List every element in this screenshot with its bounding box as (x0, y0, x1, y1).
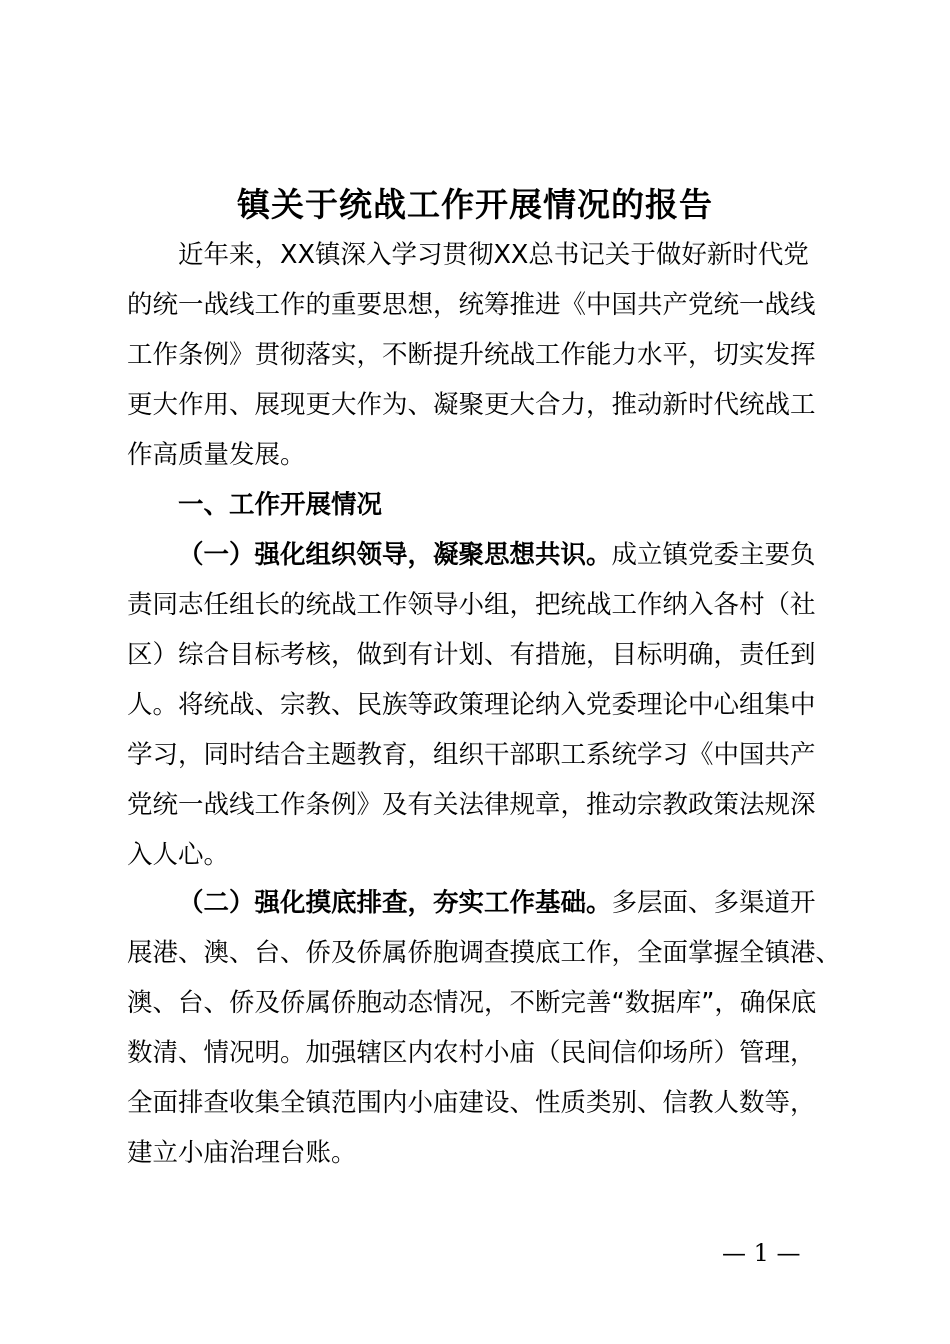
paragraph-first-line (178, 530, 816, 580)
section-heading: 一、工作开展情况 (178, 490, 383, 520)
subsection-heading: （二）强化摸底排查，夯实工作基础。 (178, 888, 612, 918)
paragraph-line: 的统一战线工作的重要思想，统筹推进《中国共产党统一战线 (127, 290, 816, 320)
paragraph-text: 成立镇党委主要负 (611, 540, 816, 570)
subsection-heading: （一）强化组织领导，凝聚思想共识。 (178, 540, 612, 570)
paragraph-line: 学习，同时结合主题教育，组织干部职工系统学习《中国共产 (127, 740, 816, 770)
paragraph-first-line (178, 878, 816, 928)
paragraph-line: 人。将统战、宗教、民族等政策理论纳入党委理论中心组集中 (127, 690, 816, 720)
paragraph-line: 工作条例》贯彻落实，不断提升统战工作能力水平，切实发挥 (127, 340, 816, 370)
document-title: 镇关于统战工作开展情况的报告 (237, 185, 713, 224)
paragraph-line: 党统一战线工作条例》及有关法律规章，推动宗教政策法规深 (127, 790, 816, 820)
paragraph-line: 近年来，XX镇深入学习贯彻XX总书记关于做好新时代党 (178, 240, 809, 270)
paragraph-line: 更大作用、展现更大作为、凝聚更大合力，推动新时代统战工 (127, 390, 816, 420)
paragraph-line: 澳、台、侨及侨属侨胞动态情况，不断完善“数据库”，确保底 (127, 988, 817, 1018)
paragraph-line: 责同志任组长的统战工作领导小组，把统战工作纳入各村（社 (127, 590, 816, 620)
paragraph-line: 全面排查收集全镇范围内小庙建设、性质类别、信教人数等， (127, 1088, 816, 1118)
paragraph-line: 展港、澳、台、侨及侨属侨胞调查摸底工作，全面掌握全镇港、 (127, 938, 842, 968)
paragraph-line: 建立小庙治理台账。 (127, 1138, 357, 1168)
paragraph-text: 多层面、多渠道开 (611, 888, 816, 918)
paragraph-line: 区）综合目标考核，做到有计划、有措施，目标明确，责任到 (127, 640, 816, 670)
paragraph-line: 数清、情况明。加强辖区内农村小庙（民间信仰场所）管理， (127, 1038, 816, 1068)
paragraph-line: 入人心。 (127, 840, 230, 870)
paragraph-line: 作高质量发展。 (127, 440, 306, 470)
page-number: — 1 — (722, 1239, 801, 1267)
